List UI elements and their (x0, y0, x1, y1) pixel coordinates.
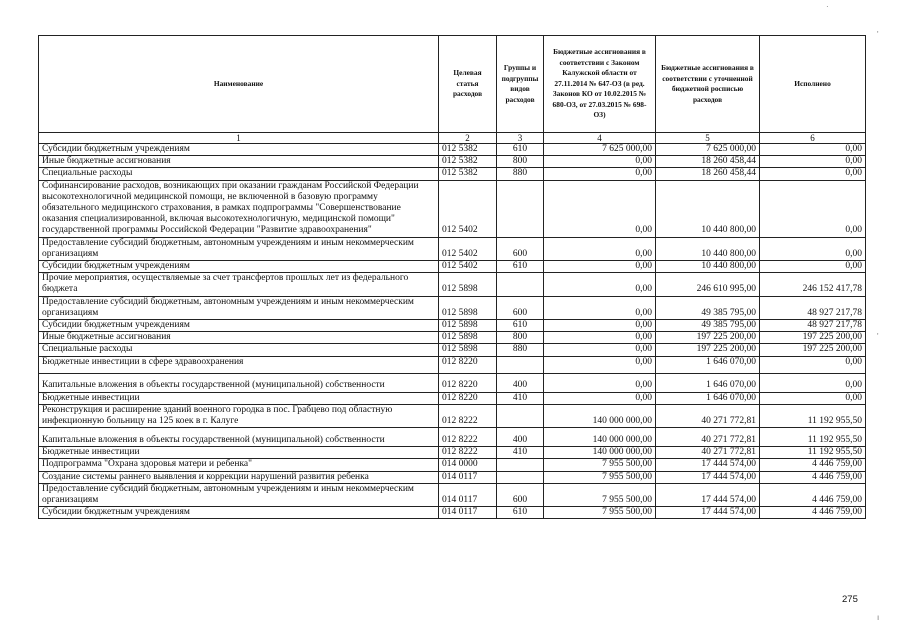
row-name: Субсидии бюджетным учреждениям (39, 320, 439, 332)
scan-mark: ' (877, 332, 879, 341)
row-refined-amount: 10 440 800,00 (656, 261, 760, 273)
row-executed-amount: 48 927 217,78 (760, 296, 866, 319)
header-row (39, 36, 866, 133)
row-law-amount: 140 000 000,00 (544, 404, 656, 427)
table-row (39, 332, 866, 344)
row-executed-amount: 246 152 417,78 (760, 273, 866, 296)
row-code: 014 0117 (439, 471, 497, 483)
table-row (39, 447, 866, 459)
row-executed-amount: 0,00 (760, 156, 866, 168)
row-code: 012 5402 (439, 237, 497, 260)
column-number: 1 (39, 133, 439, 144)
row-name: Субсидии бюджетным учреждениям (39, 144, 439, 156)
row-executed-amount: 4 446 759,00 (760, 507, 866, 519)
row-name: Бюджетные инвестиции (39, 392, 439, 404)
table-row (39, 392, 866, 404)
row-group (497, 459, 544, 471)
row-group: 610 (497, 320, 544, 332)
header-expense-groups: Группы и подгруппы видов расходов (497, 36, 544, 133)
row-law-amount: 7 955 500,00 (544, 459, 656, 471)
table-row (39, 320, 866, 332)
row-refined-amount: 40 271 772,81 (656, 428, 760, 447)
header-target-article: Целевая статья расходов (439, 36, 497, 133)
row-law-amount: 7 955 500,00 (544, 483, 656, 506)
row-refined-amount: 18 260 458,44 (656, 156, 760, 168)
row-group: 800 (497, 156, 544, 168)
row-law-amount: 0,00 (544, 320, 656, 332)
row-code: 012 5382 (439, 144, 497, 156)
table-row (39, 459, 866, 471)
budget-table (38, 35, 866, 519)
row-name: Реконструкция и расширение зданий военного городка в пос. Грабцево под областную инфекционную больницу на 125 коек в г. Калуге (39, 404, 439, 427)
row-refined-amount: 40 271 772,81 (656, 404, 760, 427)
row-name: Иные бюджетные ассигнования (39, 332, 439, 344)
row-name: Капитальные вложения в объекты государственной (муниципальной) собственности (39, 373, 439, 392)
table-row (39, 156, 866, 168)
row-refined-amount: 7 625 000,00 (656, 144, 760, 156)
row-group (497, 356, 544, 373)
table-row (39, 471, 866, 483)
row-law-amount: 0,00 (544, 261, 656, 273)
row-executed-amount: 0,00 (760, 144, 866, 156)
row-refined-amount: 1 646 070,00 (656, 356, 760, 373)
row-name: Подпрограмма "Охрана здоровья матери и ребенка" (39, 459, 439, 471)
table-row (39, 344, 866, 356)
row-name: Бюджетные инвестиции в сфере здравоохранения (39, 356, 439, 373)
row-code: 012 8220 (439, 392, 497, 404)
row-group: 880 (497, 168, 544, 180)
row-group: 410 (497, 447, 544, 459)
header-law-appropriations: Бюджетные ассигнования в соответствии с Законом Калужской области от 27.11.2014 № 647-ОЗ (в ред. Законов КО от 10.02.2015 № 680-ОЗ, от 27.03.2015 № 698-ОЗ) (544, 36, 656, 133)
row-name: Специальные расходы (39, 168, 439, 180)
row-refined-amount: 1 646 070,00 (656, 392, 760, 404)
row-refined-amount: 17 444 574,00 (656, 483, 760, 506)
row-refined-amount: 197 225 200,00 (656, 344, 760, 356)
row-code: 012 8222 (439, 447, 497, 459)
row-refined-amount: 17 444 574,00 (656, 459, 760, 471)
row-law-amount: 0,00 (544, 237, 656, 260)
row-name: Субсидии бюджетным учреждениям (39, 507, 439, 519)
row-refined-amount: 40 271 772,81 (656, 447, 760, 459)
row-refined-amount: 10 440 800,00 (656, 237, 760, 260)
row-executed-amount: 11 192 955,50 (760, 447, 866, 459)
row-code: 012 5402 (439, 261, 497, 273)
row-code: 014 0117 (439, 483, 497, 506)
row-group (497, 471, 544, 483)
row-code: 012 5898 (439, 320, 497, 332)
row-name: Софинансирование расходов, возникающих при оказании гражданам Российской Федерации высокотехнологичной медицинской помощи, не включенной в базовую программу обязательного медицинского страхования, в рамках подпрограммы "Совершенствование оказания специализированной, включая высокотехнологичную, медицинской помощи" государственной программы Российской Федерации "Развитие здравоохранения" (39, 180, 439, 237)
row-name: Предоставление субсидий бюджетным, автономным учреждениям и иным некоммерческим организациям (39, 483, 439, 506)
column-number: 6 (760, 133, 866, 144)
row-law-amount: 7 625 000,00 (544, 144, 656, 156)
row-group: 610 (497, 144, 544, 156)
table-row (39, 483, 866, 506)
row-refined-amount: 49 385 795,00 (656, 320, 760, 332)
row-code: 012 8220 (439, 356, 497, 373)
row-code: 012 8222 (439, 428, 497, 447)
row-code: 014 0000 (439, 459, 497, 471)
row-group: 610 (497, 261, 544, 273)
header-refined-appropriations: Бюджетные ассигнования в соответствии с уточненной бюджетной росписью расходов (656, 36, 760, 133)
header-name: Наименование (39, 36, 439, 133)
row-executed-amount: 11 192 955,50 (760, 404, 866, 427)
row-name: Предоставление субсидий бюджетным, автономным учреждениям и иным некоммерческим организациям (39, 237, 439, 260)
row-executed-amount: 11 192 955,50 (760, 428, 866, 447)
table-row (39, 168, 866, 180)
row-law-amount: 0,00 (544, 180, 656, 237)
row-executed-amount: 4 446 759,00 (760, 483, 866, 506)
row-refined-amount: 246 610 995,00 (656, 273, 760, 296)
row-code: 012 8220 (439, 373, 497, 392)
row-law-amount: 7 955 500,00 (544, 471, 656, 483)
row-name: Субсидии бюджетным учреждениям (39, 261, 439, 273)
table-row (39, 428, 866, 447)
row-executed-amount: 197 225 200,00 (760, 344, 866, 356)
row-code: 014 0117 (439, 507, 497, 519)
row-refined-amount: 17 444 574,00 (656, 471, 760, 483)
table-row (39, 356, 866, 373)
row-refined-amount: 10 440 800,00 (656, 180, 760, 237)
scan-mark: ı (877, 613, 880, 622)
row-law-amount: 0,00 (544, 356, 656, 373)
row-refined-amount: 197 225 200,00 (656, 332, 760, 344)
row-code: 012 5898 (439, 296, 497, 319)
row-code: 012 5898 (439, 332, 497, 344)
row-group (497, 404, 544, 427)
row-name: Создание системы раннего выявления и коррекции нарушений развития ребенка (39, 471, 439, 483)
table-row (39, 273, 866, 296)
row-executed-amount: 0,00 (760, 356, 866, 373)
row-law-amount: 140 000 000,00 (544, 428, 656, 447)
row-law-amount: 0,00 (544, 344, 656, 356)
table-row (39, 180, 866, 237)
table-row (39, 296, 866, 319)
row-group: 600 (497, 237, 544, 260)
row-name: Специальные расходы (39, 344, 439, 356)
page-number: 275 (842, 594, 858, 605)
row-group: 400 (497, 428, 544, 447)
column-number: 3 (497, 133, 544, 144)
row-law-amount: 0,00 (544, 392, 656, 404)
row-group (497, 273, 544, 296)
table-row (39, 237, 866, 260)
row-code: 012 8222 (439, 404, 497, 427)
row-group (497, 180, 544, 237)
row-refined-amount: 49 385 795,00 (656, 296, 760, 319)
table-row (39, 144, 866, 156)
row-executed-amount: 48 927 217,78 (760, 320, 866, 332)
scan-mark: ' (877, 30, 879, 39)
row-group: 600 (497, 483, 544, 506)
row-group: 610 (497, 507, 544, 519)
row-code: 012 5382 (439, 156, 497, 168)
column-number: 2 (439, 133, 497, 144)
table-row (39, 373, 866, 392)
row-executed-amount: 0,00 (760, 180, 866, 237)
row-refined-amount: 17 444 574,00 (656, 507, 760, 519)
row-executed-amount: 4 446 759,00 (760, 459, 866, 471)
row-name: Капитальные вложения в объекты государственной (муниципальной) собственности (39, 428, 439, 447)
row-law-amount: 0,00 (544, 296, 656, 319)
row-refined-amount: 1 646 070,00 (656, 373, 760, 392)
row-law-amount: 0,00 (544, 332, 656, 344)
row-executed-amount: 197 225 200,00 (760, 332, 866, 344)
row-group: 400 (497, 373, 544, 392)
scan-mark: · (826, 2, 829, 11)
column-number: 5 (656, 133, 760, 144)
row-code: 012 5382 (439, 168, 497, 180)
row-name: Иные бюджетные ассигнования (39, 156, 439, 168)
row-code: 012 5898 (439, 273, 497, 296)
row-executed-amount: 0,00 (760, 392, 866, 404)
row-name: Бюджетные инвестиции (39, 447, 439, 459)
row-group: 880 (497, 344, 544, 356)
row-law-amount: 0,00 (544, 373, 656, 392)
row-refined-amount: 18 260 458,44 (656, 168, 760, 180)
row-group: 800 (497, 332, 544, 344)
row-executed-amount: 4 446 759,00 (760, 471, 866, 483)
row-name: Прочие мероприятия, осуществляемые за счет трансфертов прошлых лет из федерального бюджета (39, 273, 439, 296)
table-row (39, 507, 866, 519)
row-law-amount: 0,00 (544, 156, 656, 168)
row-law-amount: 0,00 (544, 273, 656, 296)
column-numbers-row (39, 133, 866, 144)
row-law-amount: 140 000 000,00 (544, 447, 656, 459)
table-row (39, 261, 866, 273)
column-number: 4 (544, 133, 656, 144)
row-law-amount: 0,00 (544, 168, 656, 180)
row-name: Предоставление субсидий бюджетным, автономным учреждениям и иным некоммерческим организациям (39, 296, 439, 319)
row-executed-amount: 0,00 (760, 237, 866, 260)
row-executed-amount: 0,00 (760, 261, 866, 273)
row-executed-amount: 0,00 (760, 168, 866, 180)
row-law-amount: 7 955 500,00 (544, 507, 656, 519)
row-code: 012 5402 (439, 180, 497, 237)
row-executed-amount: 0,00 (760, 373, 866, 392)
row-group: 410 (497, 392, 544, 404)
row-group: 600 (497, 296, 544, 319)
header-executed: Исполнено (760, 36, 866, 133)
table-row (39, 404, 866, 427)
row-code: 012 5898 (439, 344, 497, 356)
